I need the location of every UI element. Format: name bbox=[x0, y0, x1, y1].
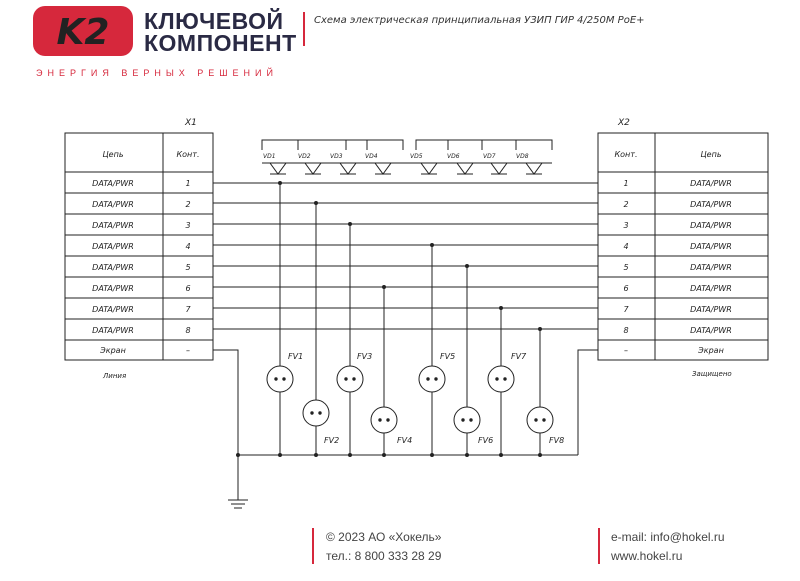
x1-contact-1: 1 bbox=[185, 179, 191, 188]
x1-header-contact: Конт. bbox=[176, 150, 200, 159]
footer-divider-right bbox=[598, 528, 600, 564]
footer-website[interactable]: www.hokel.ru bbox=[611, 549, 683, 563]
label-vd6: VD6 bbox=[447, 153, 460, 160]
diode-vd10-icon bbox=[526, 163, 542, 174]
label-vd3: VD3 bbox=[330, 153, 343, 160]
x1-contact-8: 8 bbox=[185, 326, 191, 335]
diode-vd9-icon bbox=[491, 163, 507, 174]
label-fv1: FV1 bbox=[288, 352, 304, 361]
x1-circuit-4: DATA/PWR bbox=[92, 242, 134, 251]
arrester-fv3-icon bbox=[337, 366, 363, 392]
label-vd2: VD2 bbox=[298, 153, 311, 160]
x2-label: X2 bbox=[618, 118, 630, 128]
label-vd5: VD5 bbox=[410, 153, 423, 160]
arrester-fv7-icon bbox=[488, 366, 514, 392]
footer-divider-left bbox=[312, 528, 314, 564]
x2-contact-4: 4 bbox=[623, 242, 629, 251]
x1-circuit-6: DATA/PWR bbox=[92, 284, 134, 293]
x2-contact-8: 8 bbox=[623, 326, 629, 335]
ground-icon bbox=[228, 500, 248, 508]
x2-header-contact: Конт. bbox=[614, 150, 638, 159]
arrester-labels bbox=[288, 352, 564, 445]
x2-contact-6: 6 bbox=[623, 284, 629, 293]
brand-tagline: ЭНЕРГИЯ ВЕРНЫХ РЕШЕНИЙ bbox=[36, 68, 278, 78]
x1-circuit-8: DATA/PWR bbox=[92, 326, 134, 335]
x1-contact-3: 3 bbox=[185, 221, 191, 230]
x2-contact-5: 5 bbox=[623, 263, 629, 272]
x2-header-circuit: Цепь bbox=[700, 150, 722, 159]
diode-vd6-icon bbox=[421, 163, 437, 174]
arrester-fv8-icon bbox=[527, 407, 553, 433]
x2-contact-shield: – bbox=[624, 346, 628, 355]
arrester-fv1-icon bbox=[267, 366, 293, 392]
label-fv6: FV6 bbox=[478, 436, 494, 445]
x1-shield-wire bbox=[213, 350, 238, 500]
x1-contact-2: 2 bbox=[185, 200, 191, 209]
brand-name-line1: КЛЮЧЕВОЙ bbox=[144, 8, 284, 34]
x2-contact-2: 2 bbox=[623, 200, 629, 209]
x2-shield-wire bbox=[578, 350, 598, 455]
x1-circuit-shield: Экран bbox=[100, 346, 126, 355]
x2-circuit-shield: Экран bbox=[698, 346, 724, 355]
x1-rows bbox=[92, 179, 191, 355]
arrester-fv2-icon bbox=[303, 400, 329, 426]
document-title: Схема электрическая принципиальная УЗИП ГИР 4/250М PoE+ bbox=[314, 15, 645, 26]
label-vd7: VD7 bbox=[483, 153, 496, 160]
diode-vd5-icon bbox=[375, 163, 391, 174]
x2-contact-7: 7 bbox=[623, 305, 629, 314]
junction-dots bbox=[236, 181, 542, 457]
x2-caption: Защищено bbox=[692, 370, 732, 378]
logo-text: K2 bbox=[56, 12, 110, 53]
x1-table bbox=[65, 133, 213, 360]
x1-contact-5: 5 bbox=[185, 263, 191, 272]
label-fv3: FV3 bbox=[357, 352, 373, 361]
x2-circuit-6: DATA/PWR bbox=[690, 284, 732, 293]
x2-rows bbox=[623, 179, 731, 355]
label-vd8: VD8 bbox=[516, 153, 529, 160]
diode-vd2-icon bbox=[305, 163, 321, 174]
x2-circuit-8: DATA/PWR bbox=[690, 326, 732, 335]
diode-labels bbox=[263, 153, 529, 160]
label-fv5: FV5 bbox=[440, 352, 456, 361]
x1-contact-shield: – bbox=[186, 346, 190, 355]
diode-vd7-icon bbox=[457, 163, 473, 174]
x2-circuit-4: DATA/PWR bbox=[690, 242, 732, 251]
x2-circuit-3: DATA/PWR bbox=[690, 221, 732, 230]
x1-circuit-3: DATA/PWR bbox=[92, 221, 134, 230]
label-fv4: FV4 bbox=[397, 436, 413, 445]
x2-contact-1: 1 bbox=[623, 179, 629, 188]
x1-caption: Линия bbox=[103, 372, 127, 380]
footer-email[interactable]: e-mail: info@hokel.ru bbox=[611, 530, 725, 544]
x1-circuit-1: DATA/PWR bbox=[92, 179, 134, 188]
diode-vd4-icon bbox=[340, 163, 356, 174]
arrester-fv5-icon bbox=[419, 366, 445, 392]
diode-vd1-icon bbox=[270, 163, 286, 174]
label-fv2: FV2 bbox=[324, 436, 340, 445]
x2-contact-3: 3 bbox=[623, 221, 629, 230]
x2-circuit-5: DATA/PWR bbox=[690, 263, 732, 272]
footer-copyright: © 2023 АО «Хокель» bbox=[326, 530, 442, 544]
label-fv8: FV8 bbox=[549, 436, 565, 445]
x1-contact-6: 6 bbox=[185, 284, 191, 293]
brand-name-line2: КОМПОНЕНТ bbox=[144, 30, 297, 56]
arrester-fv6-icon bbox=[454, 407, 480, 433]
x1-contact-7: 7 bbox=[185, 305, 191, 314]
arrester-fv4-icon bbox=[371, 407, 397, 433]
x1-circuit-5: DATA/PWR bbox=[92, 263, 134, 272]
label-vd1: VD1 bbox=[263, 153, 276, 160]
x2-circuit-1: DATA/PWR bbox=[690, 179, 732, 188]
x1-circuit-7: DATA/PWR bbox=[92, 305, 134, 314]
x1-contact-4: 4 bbox=[185, 242, 191, 251]
label-vd4: VD4 bbox=[365, 153, 378, 160]
footer-phone: тел.: 8 800 333 28 29 bbox=[326, 549, 442, 563]
signal-lines bbox=[213, 183, 598, 329]
label-fv7: FV7 bbox=[511, 352, 527, 361]
x1-label: X1 bbox=[185, 118, 197, 128]
x1-circuit-2: DATA/PWR bbox=[92, 200, 134, 209]
x1-header-circuit: Цепь bbox=[102, 150, 124, 159]
x2-circuit-7: DATA/PWR bbox=[690, 305, 732, 314]
x2-circuit-2: DATA/PWR bbox=[690, 200, 732, 209]
